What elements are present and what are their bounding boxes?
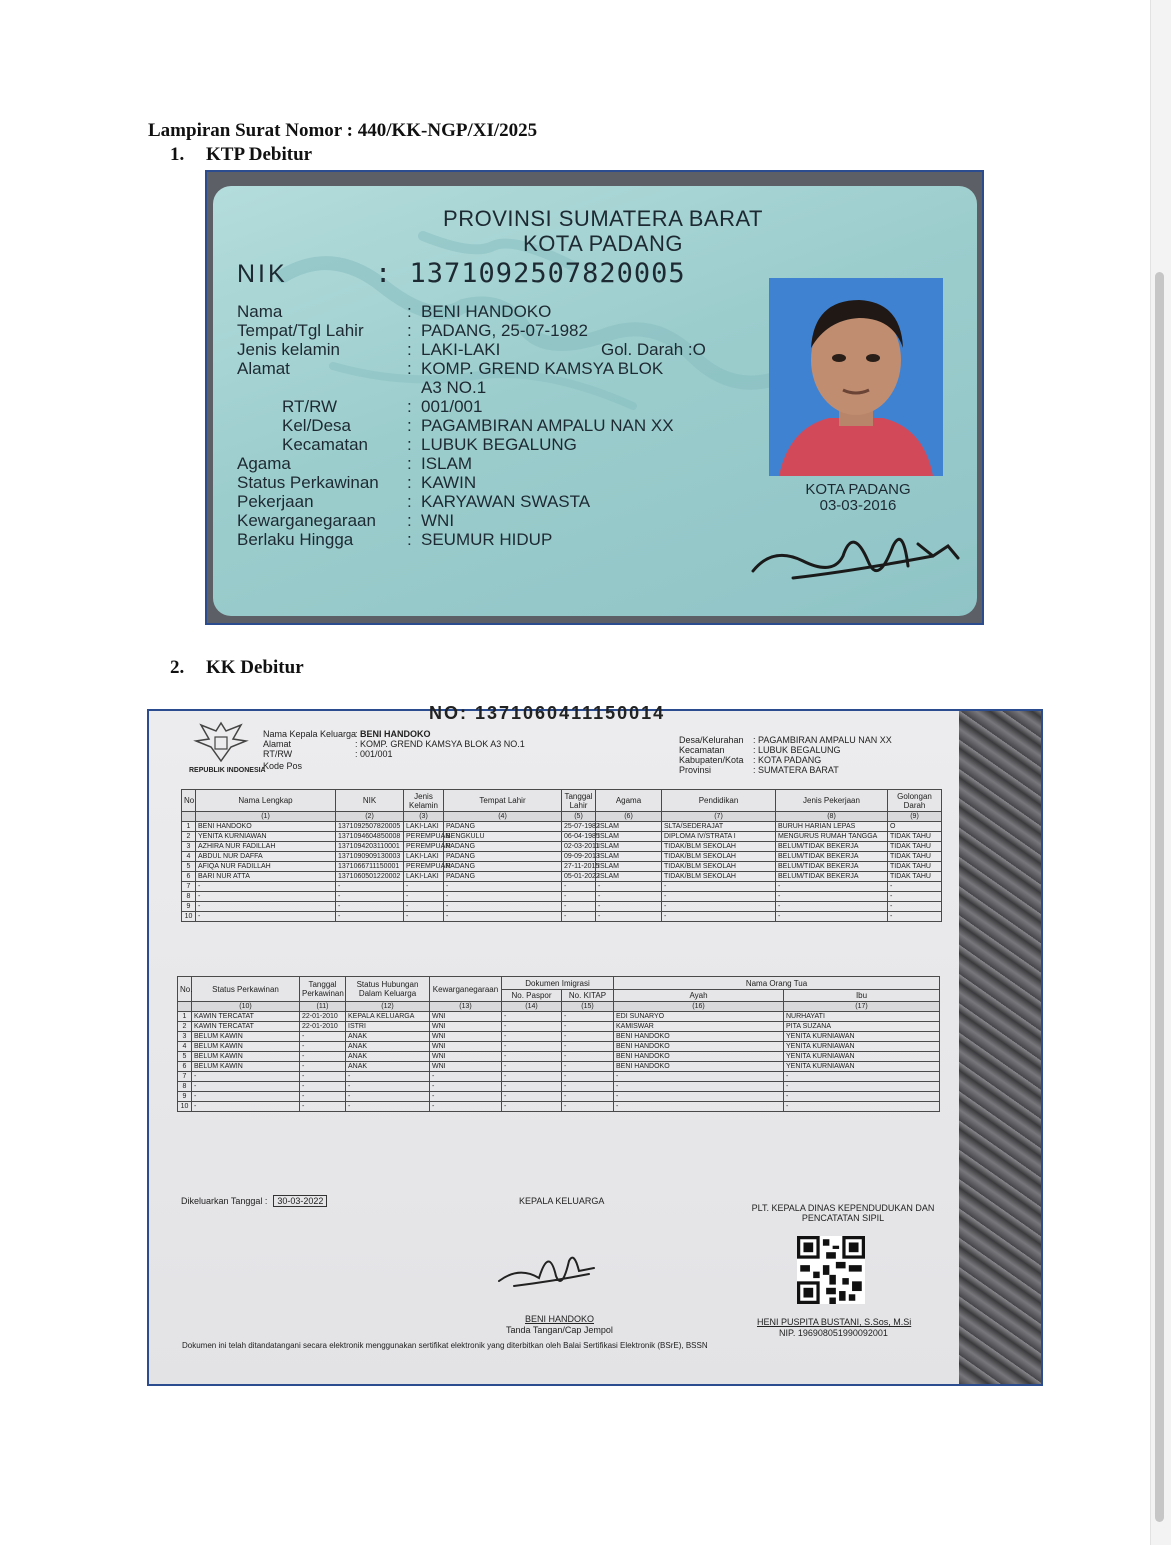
kk-t1-cell: BARI NUR ATTA bbox=[196, 872, 336, 882]
kk-t2-cell: 3 bbox=[178, 1032, 192, 1042]
ktp-nik: : 1371092507820005 bbox=[375, 258, 686, 289]
kk-t2-cell: - bbox=[614, 1092, 784, 1102]
kk-t1-cell: 06-04-1985 bbox=[562, 832, 596, 842]
kk-head-caption: Tanda Tangan/Cap Jempol bbox=[506, 1325, 613, 1335]
kk-t2-header: Status Perkawinan bbox=[192, 977, 300, 1002]
kk-t2-cell: - bbox=[300, 1042, 346, 1052]
ktp-issue-date: 03-03-2016 bbox=[819, 497, 897, 514]
kk-t1-cell: - bbox=[776, 892, 888, 902]
kk-t1-row bbox=[182, 822, 942, 832]
kk-t2-cell: BELUM KAWIN bbox=[192, 1042, 300, 1052]
kk-t1-cell: PEREMPUAN bbox=[404, 842, 444, 852]
kk-t2-cell: KEPALA KELUARGA bbox=[346, 1012, 430, 1022]
ktp-gol-darah: Gol. Darah :O bbox=[601, 340, 706, 359]
kk-background-fabric bbox=[959, 711, 1041, 1384]
kk-t1-cell: AFIQA NUR FADILLAH bbox=[196, 862, 336, 872]
kk-t1-cell: BENGKULU bbox=[444, 832, 562, 842]
kk-t1-cell-index: (2) bbox=[336, 812, 404, 822]
kk-t2-cell: BELUM KAWIN bbox=[192, 1032, 300, 1042]
kk-t2-cell: - bbox=[430, 1102, 502, 1112]
kk-t2-cell-index: (17) bbox=[784, 1002, 940, 1012]
kk-t2-cell: - bbox=[192, 1102, 300, 1112]
kk-t1-cell: YENITA KURNIAWAN bbox=[196, 832, 336, 842]
qr-code-icon bbox=[797, 1236, 865, 1304]
kk-official-nip: NIP. 196908051990092001 bbox=[779, 1328, 888, 1338]
kk-t2-cell: WNI bbox=[430, 1062, 502, 1072]
kk-t1-cell-index bbox=[182, 812, 196, 822]
kk-t2-cell-index: (10) bbox=[192, 1002, 300, 1012]
kk-t1-header: NIK bbox=[336, 790, 404, 812]
kk-t1-cell-index: (6) bbox=[596, 812, 662, 822]
kk-t1-cell-index: (3) bbox=[404, 812, 444, 822]
kk-t1-cell: - bbox=[662, 892, 776, 902]
kk-t1-cell: - bbox=[888, 882, 942, 892]
kk-t2-cell: 7 bbox=[178, 1072, 192, 1082]
kk-t1-cell: PEREMPUAN bbox=[404, 862, 444, 872]
kk-official-title: PLT. KEPALA DINAS KEPENDUDUKAN DAN PENCATATAN SIPIL bbox=[751, 1203, 935, 1223]
kk-t1-cell: - bbox=[444, 892, 562, 902]
document-title: Lampiran Surat Nomor : 440/KK-NGP/XI/2025 bbox=[148, 120, 538, 141]
kk-t1-cell: ABDUL NUR DAFFA bbox=[196, 852, 336, 862]
kk-t2-cell: - bbox=[502, 1072, 562, 1082]
kk-t2-cell: KAWIN TERCATAT bbox=[192, 1022, 300, 1032]
kk-t2-cell: WNI bbox=[430, 1052, 502, 1062]
kk-t1-cell: TIDAK/BLM SEKOLAH bbox=[662, 872, 776, 882]
kk-t2-cell: - bbox=[300, 1072, 346, 1082]
kk-t2-cell: 5 bbox=[178, 1052, 192, 1062]
kk-t1-row bbox=[182, 902, 942, 912]
kk-t2-cell: - bbox=[430, 1072, 502, 1082]
kk-t1-cell: 1371094203110001 bbox=[336, 842, 404, 852]
kk-t1-row bbox=[182, 892, 942, 902]
kk-t2-header: No. bbox=[178, 977, 192, 1002]
kk-t1-row-index bbox=[182, 812, 942, 822]
kk-t2-cell: YENITA KURNIAWAN bbox=[784, 1042, 940, 1052]
kk-t1-cell: TIDAK/BLM SEKOLAH bbox=[662, 862, 776, 872]
kk-t1-cell: PADANG bbox=[444, 842, 562, 852]
kk-t2-cell: BENI HANDOKO bbox=[614, 1062, 784, 1072]
kk-t1-cell-index: (7) bbox=[662, 812, 776, 822]
kk-t1-cell: BELUM/TIDAK BEKERJA bbox=[776, 852, 888, 862]
kk-t2-row bbox=[178, 1102, 940, 1112]
kk-t1-cell: - bbox=[596, 882, 662, 892]
kk-t2-cell: - bbox=[562, 1032, 614, 1042]
garuda-emblem-icon bbox=[191, 715, 251, 765]
kk-t2-cell: - bbox=[502, 1052, 562, 1062]
kk-t2-cell: BENI HANDOKO bbox=[614, 1042, 784, 1052]
kk-t1-header: Golongan Darah bbox=[888, 790, 942, 812]
kk-t1-cell: - bbox=[404, 892, 444, 902]
kk-t1-cell: MENGURUS RUMAH TANGGA bbox=[776, 832, 888, 842]
kk-t2-cell-index: (15) bbox=[562, 1002, 614, 1012]
kk-t2-cell: - bbox=[300, 1102, 346, 1112]
kk-t2-cell-index bbox=[178, 1002, 192, 1012]
kk-t2-cell: - bbox=[346, 1092, 430, 1102]
kk-t1-header: Agama bbox=[596, 790, 662, 812]
kk-t2-cell: ANAK bbox=[346, 1042, 430, 1052]
kk-t1-cell: 1371060501220002 bbox=[336, 872, 404, 882]
kk-t1-cell: TIDAK TAHU bbox=[888, 842, 942, 852]
ktp-province-header bbox=[393, 206, 813, 256]
kk-t1-header: Jenis Kelamin bbox=[404, 790, 444, 812]
kk-t2-cell: - bbox=[300, 1032, 346, 1042]
kk-t2-cell: 4 bbox=[178, 1042, 192, 1052]
kk-t2-row-index bbox=[178, 1002, 940, 1012]
kk-t2-cell: - bbox=[430, 1092, 502, 1102]
kk-t2-cell: - bbox=[300, 1062, 346, 1072]
kk-t2-cell: 10 bbox=[178, 1102, 192, 1112]
kk-t1-header: Pendidikan bbox=[662, 790, 776, 812]
kk-t1-cell: ISLAM bbox=[596, 822, 662, 832]
kk-t2-cell: KAWIN TERCATAT bbox=[192, 1012, 300, 1022]
kk-t2-cell: BELUM KAWIN bbox=[192, 1062, 300, 1072]
kk-t1-header: No bbox=[182, 790, 196, 812]
kk-t2-cell: - bbox=[300, 1082, 346, 1092]
kk-t1-cell: TIDAK/BLM SEKOLAH bbox=[662, 852, 776, 862]
kk-t2-cell: - bbox=[562, 1072, 614, 1082]
kk-t1-row bbox=[182, 912, 942, 922]
section-ktp-heading: 1. KTP Debitur bbox=[170, 144, 313, 165]
kk-t1-cell: TIDAK/BLM SEKOLAH bbox=[662, 842, 776, 852]
kk-t1-cell: - bbox=[444, 912, 562, 922]
kk-t1-row bbox=[182, 882, 942, 892]
kk-t1-cell: PADANG bbox=[444, 872, 562, 882]
kk-t2-header: Tanggal Perkawinan bbox=[300, 977, 346, 1002]
kk-t1-cell: - bbox=[336, 882, 404, 892]
kk-t2-cell-index: (11) bbox=[300, 1002, 346, 1012]
kk-t2-cell: ANAK bbox=[346, 1032, 430, 1042]
ktp-issue-city: KOTA PADANG bbox=[805, 481, 911, 498]
vertical-scrollbar-thumb[interactable] bbox=[1155, 272, 1164, 1522]
kk-t1-cell: 02-03-2011 bbox=[562, 842, 596, 852]
kk-t1-cell: 05-01-2022 bbox=[562, 872, 596, 882]
kk-t1-cell: ISLAM bbox=[596, 852, 662, 862]
kk-official-name: HENI PUSPITA BUSTANI, S.Sos, M.Si bbox=[757, 1317, 912, 1327]
kk-t1-cell: LAKI-LAKI bbox=[404, 822, 444, 832]
kk-head-name: BENI HANDOKO bbox=[525, 1314, 595, 1324]
kk-t2-cell: BENI HANDOKO bbox=[614, 1032, 784, 1042]
kk-t1-cell: - bbox=[596, 902, 662, 912]
kk-header-right: Desa/Kelurahan : PAGAMBIRAN AMPALU NAN XX Kecamatan : LUBUK BEGALUNG Kabupaten/Kota : KOTA PADANG Provinsi : SUMATERA BARAT bbox=[679, 735, 892, 775]
kk-t2-cell: - bbox=[562, 1102, 614, 1112]
kk-t1-cell: - bbox=[662, 912, 776, 922]
kk-t1-cell: BELUM/TIDAK BEKERJA bbox=[776, 862, 888, 872]
kk-t2-cell: KAMISWAR bbox=[614, 1022, 784, 1032]
kk-t1-cell: TIDAK TAHU bbox=[888, 862, 942, 872]
kk-t1-cell: - bbox=[336, 902, 404, 912]
kk-t2-cell: - bbox=[346, 1072, 430, 1082]
kk-t2-cell: - bbox=[562, 1022, 614, 1032]
kk-t2-cell-index: (14) bbox=[502, 1002, 562, 1012]
kk-t1-cell-index: (5) bbox=[562, 812, 596, 822]
ktp-issue-info bbox=[753, 482, 963, 514]
kk-issued-date: 30-03-2022 bbox=[273, 1195, 327, 1207]
kk-t1-cell: 6 bbox=[182, 872, 196, 882]
kk-t2-cell-index: (13) bbox=[430, 1002, 502, 1012]
kk-t2-cell: WNI bbox=[430, 1022, 502, 1032]
kk-t2-header: Ayah bbox=[614, 990, 784, 1002]
kk-t2-cell: ISTRI bbox=[346, 1022, 430, 1032]
kk-t2-cell: YENITA KURNIAWAN bbox=[784, 1032, 940, 1042]
kk-t2-cell: - bbox=[784, 1082, 940, 1092]
kk-t2-cell: 6 bbox=[178, 1062, 192, 1072]
kk-t1-cell: PEREMPUAN bbox=[404, 832, 444, 842]
kk-disclaimer: Dokumen ini telah ditandatangani secara elektronik menggunakan sertifikat elektronik yang diterbitkan oleh Balai Sertifikasi Elektronik (BSrE), BSSN bbox=[182, 1341, 708, 1350]
ktp-image bbox=[205, 170, 984, 625]
kk-table-status bbox=[177, 976, 940, 1112]
kk-t2-cell: - bbox=[502, 1092, 562, 1102]
kk-t1-cell: - bbox=[562, 902, 596, 912]
ktp-nik-label: NIK bbox=[237, 260, 288, 288]
kk-t1-cell: - bbox=[662, 902, 776, 912]
kk-t2-cell: - bbox=[784, 1072, 940, 1082]
kk-t2-header: Kewarganegaraan bbox=[430, 977, 502, 1002]
kk-t2-cell: - bbox=[430, 1082, 502, 1092]
kk-t1-cell: - bbox=[444, 902, 562, 912]
kk-t2-cell: 2 bbox=[178, 1022, 192, 1032]
kk-t1-cell: O bbox=[888, 822, 942, 832]
kk-t1-cell: 1371090909130003 bbox=[336, 852, 404, 862]
kk-t2-cell: - bbox=[502, 1012, 562, 1022]
kk-t1-cell: - bbox=[888, 902, 942, 912]
kk-issued: Dikeluarkan Tanggal : 30-03-2022 bbox=[181, 1195, 327, 1207]
kk-t1-cell: - bbox=[336, 892, 404, 902]
kk-t1-cell: - bbox=[562, 882, 596, 892]
kk-t2-cell: - bbox=[784, 1092, 940, 1102]
kk-t2-row bbox=[178, 1092, 940, 1102]
kk-t1-cell: BELUM/TIDAK BEKERJA bbox=[776, 842, 888, 852]
kk-t1-cell: 1 bbox=[182, 822, 196, 832]
kk-t1-cell: PADANG bbox=[444, 862, 562, 872]
kk-t1-cell: TIDAK TAHU bbox=[888, 872, 942, 882]
kk-t2-header: Status Hubungan Dalam Keluarga bbox=[346, 977, 430, 1002]
kk-t1-cell: - bbox=[404, 882, 444, 892]
kk-t2-header: No. KITAP bbox=[562, 990, 614, 1002]
kk-t1-header: Nama Lengkap bbox=[196, 790, 336, 812]
kk-t1-row bbox=[182, 842, 942, 852]
kk-t2-cell: 1 bbox=[178, 1012, 192, 1022]
kk-t1-cell: - bbox=[336, 912, 404, 922]
kk-t1-cell: ISLAM bbox=[596, 862, 662, 872]
kk-t2-header: Dokumen Imigrasi bbox=[502, 977, 614, 990]
kk-t1-cell: LAKI-LAKI bbox=[404, 852, 444, 862]
kk-t1-cell: ISLAM bbox=[596, 842, 662, 852]
kk-t2-header: No. Paspor bbox=[502, 990, 562, 1002]
kk-t2-cell: - bbox=[502, 1032, 562, 1042]
kk-t2-cell: YENITA KURNIAWAN bbox=[784, 1052, 940, 1062]
kk-t1-cell: 1371066711150001 bbox=[336, 862, 404, 872]
kk-table-members bbox=[181, 789, 942, 922]
kk-t1-cell: - bbox=[444, 882, 562, 892]
kk-t2-cell: 22-01-2010 bbox=[300, 1022, 346, 1032]
kk-t1-cell: - bbox=[404, 902, 444, 912]
kk-head-title: KEPALA KELUARGA bbox=[519, 1196, 605, 1206]
kk-t2-cell: - bbox=[192, 1092, 300, 1102]
kk-t1-cell: ISLAM bbox=[596, 872, 662, 882]
kk-t2-cell: BENI HANDOKO bbox=[614, 1052, 784, 1062]
kk-t2-cell-index: (16) bbox=[614, 1002, 784, 1012]
kk-t2-cell: - bbox=[562, 1092, 614, 1102]
kk-t2-cell: - bbox=[562, 1042, 614, 1052]
kk-t1-row bbox=[182, 852, 942, 862]
section-kk-heading: 2. KK Debitur bbox=[170, 657, 304, 678]
kk-header-left: Nama Kepala Keluarga : BENI HANDOKO Alamat : KOMP. GREND KAMSYA BLOK A3 NO.1 RT/RW : 001/001 Kode Pos bbox=[263, 729, 525, 771]
kk-t1-cell: 3 bbox=[182, 842, 196, 852]
kk-t2-row bbox=[178, 1012, 940, 1022]
kk-t2-cell: 9 bbox=[178, 1092, 192, 1102]
kk-t1-cell: PADANG bbox=[444, 822, 562, 832]
kk-t1-cell-index: (4) bbox=[444, 812, 562, 822]
kk-t1-cell: 7 bbox=[182, 882, 196, 892]
kk-t1-cell: 09-09-2013 bbox=[562, 852, 596, 862]
kk-t1-cell-index: (9) bbox=[888, 812, 942, 822]
kk-t2-cell: - bbox=[502, 1022, 562, 1032]
kk-t1-cell: - bbox=[776, 902, 888, 912]
kk-t2-cell: - bbox=[502, 1102, 562, 1112]
kk-t1-cell: - bbox=[596, 912, 662, 922]
kk-t1-cell: - bbox=[196, 892, 336, 902]
kk-t1-row bbox=[182, 862, 942, 872]
kk-t2-cell: EDI SUNARYO bbox=[614, 1012, 784, 1022]
kk-t1-cell: 27-11-2015 bbox=[562, 862, 596, 872]
kk-t2-cell: YENITA KURNIAWAN bbox=[784, 1062, 940, 1072]
kk-t1-cell: 1371092507820005 bbox=[336, 822, 404, 832]
kk-t1-cell: BURUH HARIAN LEPAS bbox=[776, 822, 888, 832]
kk-t2-cell: NURHAYATI bbox=[784, 1012, 940, 1022]
kk-t1-cell: - bbox=[662, 882, 776, 892]
kk-t1-cell: - bbox=[196, 912, 336, 922]
kk-t2-cell: - bbox=[614, 1102, 784, 1112]
kk-t1-cell: - bbox=[562, 912, 596, 922]
kk-image bbox=[147, 703, 1043, 1386]
kk-t1-cell: 1371094604850008 bbox=[336, 832, 404, 842]
kk-republik: REPUBLIK INDONESIA bbox=[189, 767, 266, 774]
kk-t1-row bbox=[182, 832, 942, 842]
kk-t2-cell: WNI bbox=[430, 1042, 502, 1052]
kk-t1-cell: 25-07-1982 bbox=[562, 822, 596, 832]
kk-t2-row bbox=[178, 1062, 940, 1072]
kk-t1-cell: - bbox=[404, 912, 444, 922]
kk-t2-cell: - bbox=[502, 1062, 562, 1072]
ktp-card: PROVINSI SUMATERA BARAT KOTA PADANG NIK : 1371092507820005 Nama : BENI HANDOKO Tempat/Tgl Lahir : PADANG, 25-07-1982 Jenis kelamin : LAKI-LAKI Gol. Darah :O Alamat : KOMP. GREND KAMSYA BLOK A3 NO.1 RT/RW : 001/001 Kel/Desa : PAGAMBIRAN AMPALU NAN XX Kecamatan : LUBUK BEGALUNG Agama : ISLAM Status Perkawinan : KAWIN Pekerjaan : KARYAWAN SWASTA Kewarganegaraan : WNI Berlaku Hingga : SEUMUR HIDUP KOTA PADANG 03-03-2016 bbox=[213, 186, 977, 616]
kk-t1-cell: - bbox=[888, 912, 942, 922]
kk-t2-cell: - bbox=[784, 1102, 940, 1112]
kk-t2-cell: - bbox=[614, 1072, 784, 1082]
kk-t1-cell: 8 bbox=[182, 892, 196, 902]
kk-t1-cell: PADANG bbox=[444, 852, 562, 862]
kk-head-signature bbox=[494, 1236, 604, 1296]
kk-t1-cell: 5 bbox=[182, 862, 196, 872]
kk-t1-cell: AZHIRA NUR FADILLAH bbox=[196, 842, 336, 852]
kk-t2-header: Ibu bbox=[784, 990, 940, 1002]
kk-t1-cell: - bbox=[196, 882, 336, 892]
kk-t1-cell: ISLAM bbox=[596, 832, 662, 842]
kk-t2-row bbox=[178, 1042, 940, 1052]
kk-t1-header: Tanggal Lahir bbox=[562, 790, 596, 812]
kk-t1-cell: - bbox=[776, 912, 888, 922]
kk-t1-header: Tempat Lahir bbox=[444, 790, 562, 812]
kk-t1-cell: BELUM/TIDAK BEKERJA bbox=[776, 872, 888, 882]
kk-t1-cell: - bbox=[596, 892, 662, 902]
kk-t2-cell: - bbox=[300, 1092, 346, 1102]
ktp-city: KOTA PADANG bbox=[523, 231, 683, 256]
kk-t2-cell: BELUM KAWIN bbox=[192, 1052, 300, 1062]
kk-t2-cell: ANAK bbox=[346, 1052, 430, 1062]
kk-t1-cell: 9 bbox=[182, 902, 196, 912]
kk-t2-cell: - bbox=[300, 1052, 346, 1062]
kk-number: NO: 1371060411150014 bbox=[429, 703, 666, 723]
kk-paper bbox=[149, 703, 959, 1384]
kk-t2-cell: WNI bbox=[430, 1032, 502, 1042]
kk-t1-cell: 10 bbox=[182, 912, 196, 922]
kk-t1-cell: - bbox=[776, 882, 888, 892]
kk-t1-cell: TIDAK TAHU bbox=[888, 832, 942, 842]
kk-t2-cell: - bbox=[562, 1062, 614, 1072]
kk-t2-cell: WNI bbox=[430, 1012, 502, 1022]
kk-t1-cell: - bbox=[888, 892, 942, 902]
kk-t1-cell: LAKI-LAKI bbox=[404, 872, 444, 882]
kk-t2-cell: PITA SUZANA bbox=[784, 1022, 940, 1032]
kk-t1-header: Jenis Pekerjaan bbox=[776, 790, 888, 812]
ktp-signature bbox=[733, 516, 973, 596]
kk-t1-cell-index: (1) bbox=[196, 812, 336, 822]
kk-t2-row bbox=[178, 1072, 940, 1082]
kk-t2-cell: - bbox=[502, 1042, 562, 1052]
kk-t1-cell: 2 bbox=[182, 832, 196, 842]
kk-t2-cell: 22-01-2010 bbox=[300, 1012, 346, 1022]
kk-t1-cell: BENI HANDOKO bbox=[196, 822, 336, 832]
kk-t2-header: Nama Orang Tua bbox=[614, 977, 940, 990]
kk-t2-cell: - bbox=[562, 1082, 614, 1092]
kk-t2-row bbox=[178, 1082, 940, 1092]
kk-t2-cell: - bbox=[346, 1102, 430, 1112]
kk-t2-row bbox=[178, 1052, 940, 1062]
kk-t2-row bbox=[178, 1022, 940, 1032]
kk-t1-cell: SLTA/SEDERAJAT bbox=[662, 822, 776, 832]
ktp-province: PROVINSI SUMATERA BARAT bbox=[443, 206, 763, 231]
kk-t2-cell-index: (12) bbox=[346, 1002, 430, 1012]
kk-t1-cell: DIPLOMA IV/STRATA I bbox=[662, 832, 776, 842]
kk-t2-cell: - bbox=[562, 1012, 614, 1022]
kk-t2-cell: - bbox=[192, 1072, 300, 1082]
kk-t2-cell: 8 bbox=[178, 1082, 192, 1092]
kk-t1-cell: 4 bbox=[182, 852, 196, 862]
kk-t2-row bbox=[178, 1032, 940, 1042]
kk-t2-cell: - bbox=[614, 1082, 784, 1092]
kk-t2-cell: - bbox=[192, 1082, 300, 1092]
kk-t1-cell-index: (8) bbox=[776, 812, 888, 822]
kk-t2-cell: - bbox=[346, 1082, 430, 1092]
kk-t1-row bbox=[182, 872, 942, 882]
kk-t2-cell: - bbox=[502, 1082, 562, 1092]
ktp-portrait-photo bbox=[769, 278, 943, 476]
kk-t2-cell: - bbox=[562, 1052, 614, 1062]
kk-t1-cell: - bbox=[196, 902, 336, 912]
kk-t2-cell: ANAK bbox=[346, 1062, 430, 1072]
kk-t1-cell: TIDAK TAHU bbox=[888, 852, 942, 862]
kk-t1-cell: - bbox=[562, 892, 596, 902]
